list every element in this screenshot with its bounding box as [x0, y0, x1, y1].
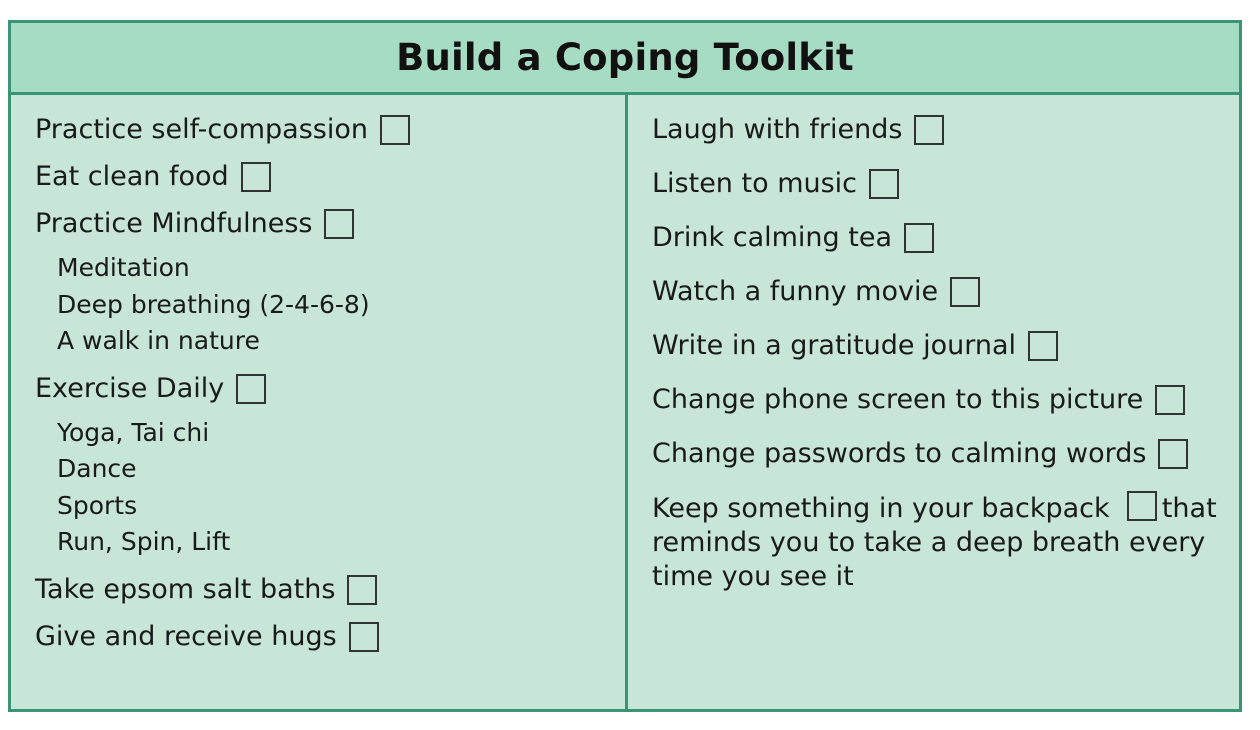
left-column	[11, 95, 628, 709]
list-item-label: Write in a gratitude journal	[652, 330, 1017, 362]
coping-toolkit-worksheet	[8, 20, 1242, 712]
list-item-label: Practice Mindfulness	[35, 208, 313, 240]
list-item[interactable]	[35, 372, 609, 406]
checkbox[interactable]	[349, 622, 379, 652]
list-item[interactable]	[35, 620, 609, 654]
list-item[interactable]	[652, 221, 1223, 255]
list-item-label: Laugh with friends	[652, 114, 903, 145]
list-item[interactable]	[652, 113, 1223, 147]
sub-list-item: Dance	[57, 454, 137, 484]
list-item[interactable]	[652, 167, 1223, 201]
list-item[interactable]	[652, 491, 1223, 594]
list-item[interactable]	[652, 275, 1223, 309]
checkbox[interactable]	[869, 169, 899, 199]
sub-list-item: Sports	[57, 490, 138, 520]
sub-list-item: Yoga, Tai chi	[57, 417, 210, 447]
checkbox[interactable]	[241, 162, 271, 192]
list-item[interactable]	[652, 329, 1223, 363]
sub-list-item: Run, Spin, Lift	[57, 527, 231, 557]
worksheet-header	[11, 23, 1239, 95]
checkbox[interactable]	[347, 575, 377, 605]
list-item-label: Watch a funny movie	[652, 276, 939, 308]
checkbox[interactable]	[1028, 331, 1058, 361]
list-item-label: Exercise Daily	[35, 372, 225, 404]
list-item-label: Eat clean food	[35, 161, 229, 193]
checkbox[interactable]	[380, 115, 410, 145]
checkbox[interactable]	[950, 277, 980, 307]
page-title: Build a Coping Toolkit	[396, 36, 854, 79]
list-item-label: Give and receive hugs	[35, 620, 337, 652]
list-item[interactable]	[35, 160, 609, 194]
list-item-detail: that reminds you to take a deep breath every time you see it	[652, 493, 1217, 593]
list-item[interactable]	[35, 207, 609, 241]
sub-list	[35, 250, 609, 360]
list-item-label: Take epsom salt baths	[35, 573, 336, 605]
checkbox[interactable]	[914, 115, 944, 145]
list-item-label: Change phone screen to this picture	[652, 384, 1144, 416]
checkbox[interactable]	[236, 374, 266, 404]
checkbox[interactable]	[1127, 491, 1157, 521]
list-item-label: Practice self-compassion	[35, 114, 368, 145]
checkbox[interactable]	[904, 223, 934, 253]
list-item[interactable]	[652, 383, 1223, 417]
list-item[interactable]	[35, 573, 609, 607]
list-item-label: Keep something in your backpack	[652, 493, 1110, 525]
sub-list	[35, 415, 609, 561]
worksheet-columns	[11, 95, 1239, 709]
list-item-label: Drink calming tea	[652, 222, 892, 254]
checkbox[interactable]	[1158, 439, 1188, 469]
sub-list-item: A walk in nature	[57, 326, 260, 356]
sub-list-item: Deep breathing (2-4-6-8)	[57, 289, 370, 319]
checkbox[interactable]	[324, 209, 354, 239]
checkbox[interactable]	[1155, 385, 1185, 415]
right-column	[628, 95, 1239, 709]
list-item[interactable]	[652, 437, 1223, 471]
list-item-label: Listen to music	[652, 168, 858, 200]
list-item-label: Change passwords to calming words	[652, 438, 1147, 470]
list-item[interactable]	[35, 113, 609, 147]
sub-list-item: Meditation	[57, 253, 190, 283]
